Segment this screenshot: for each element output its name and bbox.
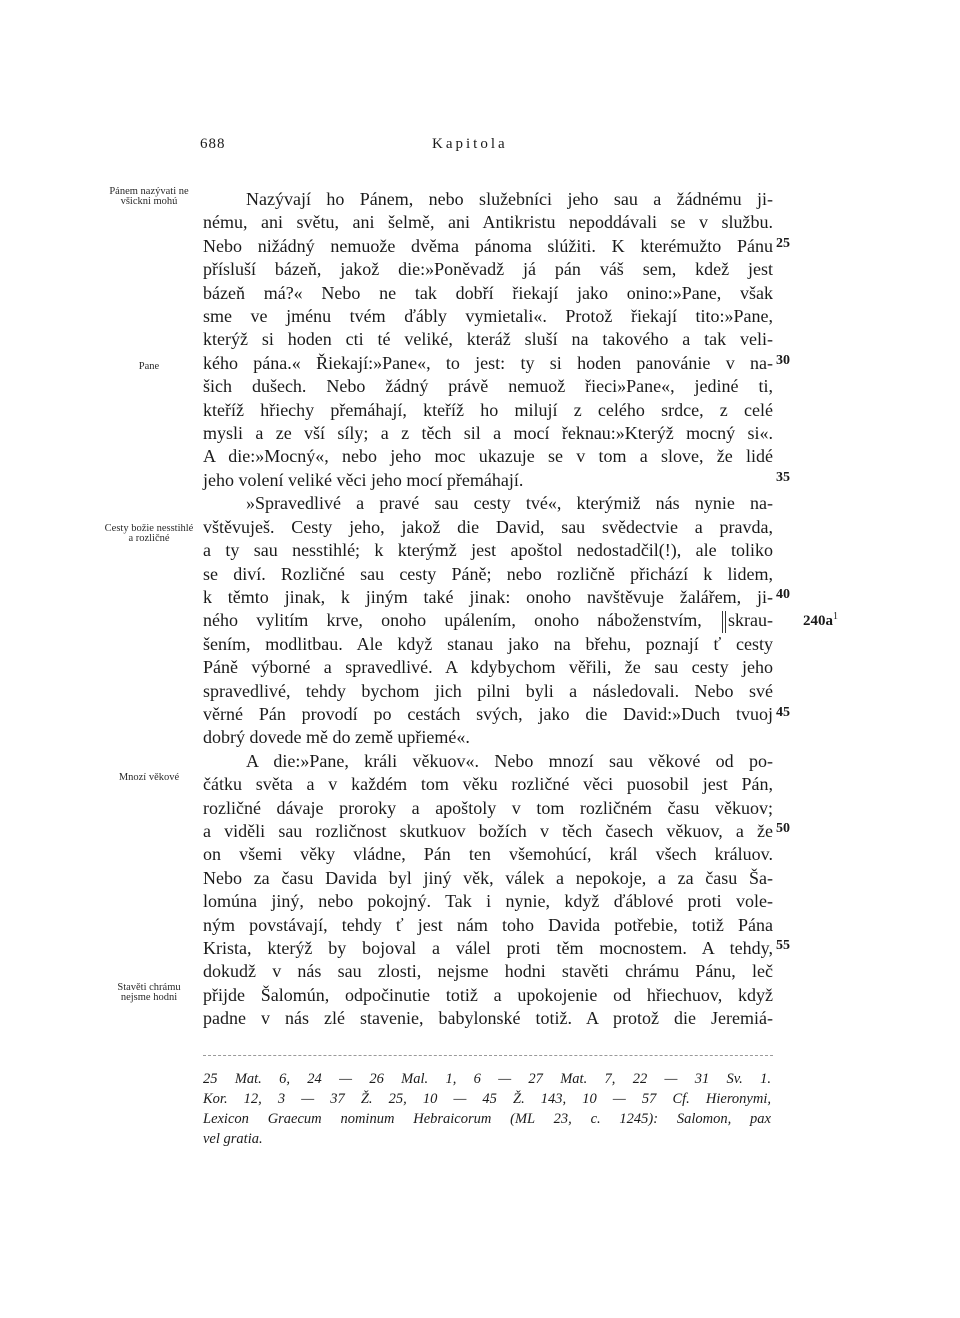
line-number: 45: [776, 705, 790, 720]
text-line: přísluší bázeň, jakož die:»Poněvadž já pán váš sem, kdež jest: [203, 259, 773, 280]
text-line: Páně výborné a spravedlivé. A kdybychom věřili, že sau cesty jeho: [203, 657, 773, 678]
text-line: čátku světa a v každém tom věku rozličné věci puosobil jest Pán,: [203, 774, 773, 795]
margin-note: Mnozí věkové: [118, 772, 180, 783]
footnote-line: Kor. 12, 3 — 37 Ž. 25, 10 — 45 Ž. 143, 10 — 57 Cf. Hieronymi,: [203, 1091, 771, 1107]
page-number: 688: [200, 136, 226, 152]
text-line: a viděli sau rozličnost skutkuov božích v těch časech věkuov, a že: [203, 820, 773, 841]
margin-note: Pane: [138, 361, 160, 372]
line-number: 50: [776, 821, 790, 836]
text-segment: ného vylitím krve, onoho upálením, onoho náboženstvím,: [203, 610, 702, 631]
text-line: šením, modlitbau. Ale když stanau jako na břehu, poznají ť cesty: [203, 633, 773, 654]
text-line-with-folio-mark: [203, 609, 773, 632]
text-line: k těmto jinak, k jiným také jinak: onoho navštěvuje žalářem, ji-: [203, 586, 773, 607]
margin-note: Stavěti chrámu nejsme hodni: [117, 982, 181, 1003]
text-line: spravedlivé, tehdy bychom jich pilni byli a následovali. Nebo své: [203, 680, 773, 701]
text-line: A die:»Pane, králi věkuov«. Nebo mnozí sau věkové od po-: [246, 750, 773, 771]
footnote-line: 25 Mat. 6, 24 — 26 Mal. 1, 6 — 27 Mat. 7, 22 — 31 Sv. 1.: [203, 1071, 771, 1087]
footnote-separator: [203, 1055, 773, 1056]
text-line: dokudž v nás sau zlosti, nejsme hodni stavěti chrámu Pánu, leč: [203, 961, 773, 982]
text-line: dobrý dovede mě do země upřiemé«.: [203, 727, 470, 748]
text-line: mysli a ze vší síly; a z těch sil a mocí řeknau:»Kterýž mocný si«.: [203, 423, 773, 444]
text-line: Nazývají ho Pánem, nebo služebníci jeho sau a žádnému ji-: [246, 189, 773, 209]
text-line: Krista, kterýž by bojoval a válel proti těm mocnostem. A tehdy,: [203, 938, 773, 958]
text-segment: skrau-: [728, 610, 774, 631]
folio-superscript: 1: [833, 611, 838, 622]
text-line: se diví. Rozličné sau cesty Páně; nebo rozličně přichází k lidem,: [203, 563, 773, 584]
footnote-line: vel gratia.: [203, 1131, 263, 1147]
text-line: »Spravedlivé a pravé sau cesty tvé«, kterýmiž nás nynie na-: [246, 493, 773, 514]
margin-note: Pánem nazývati ne všickni mohú: [109, 186, 189, 207]
folio-reference: [803, 611, 838, 630]
text-line: sme ve jménu tvém ďábly vymietali«. Protož řiekají tito:»Pane,: [203, 306, 773, 327]
text-line: Nebo nižádný nemuože dvěma pánoma slúžiti. K kterémužto Pánu: [203, 235, 773, 256]
line-number: 25: [776, 236, 790, 251]
text-line: bázeň má?« Nebo ne tak dobří řiekají jako onino:»Pane, však: [203, 282, 773, 303]
line-number: 55: [776, 938, 790, 953]
line-number: 40: [776, 587, 790, 602]
body-text: [203, 188, 773, 1031]
text-line: kteříž hřiechy přemáhají, kteříž ho milují z celého srdce, z celé: [203, 399, 773, 420]
text-line: věrné Pán provodí po cestách svých, jako die David:»Duch tvuoj: [203, 703, 773, 724]
margin-note: Cesty božie nesstihlé a rozličné: [104, 523, 194, 544]
line-number: 30: [776, 353, 790, 368]
text-line: a ty sau nesstihlé; k kterýmž jest apoštol nedostadčil(!), ale toliko: [203, 540, 773, 561]
text-line: padne v nás zlé stavenie, babylonské totiž. A protož die Jeremiá-: [203, 1008, 773, 1029]
text-line: šich dušech. Nebo žádný právě nemuož řieci»Pane«, jediné ti,: [203, 376, 773, 397]
folio-number: 240a: [803, 613, 833, 629]
text-line: A die:»Mocný«, nebo jeho moc ukazuje se v tom a slove, že lidé: [203, 446, 773, 467]
text-line: nému, ani světu, ani šelmě, ani Antikristu nepoddávali se v službu.: [203, 212, 773, 233]
text-line: kterýž si hoden cti té veliké, kteráž sluší na takového a tak veli-: [203, 329, 773, 350]
text-line: on všemi věky vládne, Pán ten všemohúcí, král všech králuov.: [203, 844, 773, 865]
text-line: jeho volení veliké věci jeho mocí přemáhají.: [203, 469, 524, 490]
footnote-line: Lexicon Graecum nominum Hebraicorum (ML 23, c. 1245): Salomon, pax: [203, 1111, 771, 1127]
line-number: 35: [776, 470, 790, 485]
text-line: kého pána.« Řiekají:»Pane«, to jest: ty si hoden panovánie v na-: [203, 352, 773, 373]
running-title: Kapitola: [432, 136, 508, 152]
text-line: lomúna jiný, nebo pokojný. Tak i nynie, když ďáblové proti vole-: [203, 891, 773, 912]
footnotes: [203, 1069, 771, 1149]
folio-break-mark: [722, 611, 726, 633]
text-line: vštěvuješ. Cesty jeho, jakož die David, sau svědectvie a pravda,: [203, 516, 773, 537]
page-header: [0, 136, 960, 160]
text-line: přijde Šalomún, odpočinutie totiž a upokojenie od hřiechuov, když: [203, 984, 773, 1005]
text-line: ným povstávají, tehdy ť jest nám toho Davida potřebie, totiž Pána: [203, 914, 773, 935]
text-line: rozličné dávaje proroky a apoštoly v tom rozličném času věkuov;: [203, 797, 773, 818]
text-line: Nebo za času Davida byl jiný věk, válek a nepokoje, a za času Ša-: [203, 867, 773, 888]
